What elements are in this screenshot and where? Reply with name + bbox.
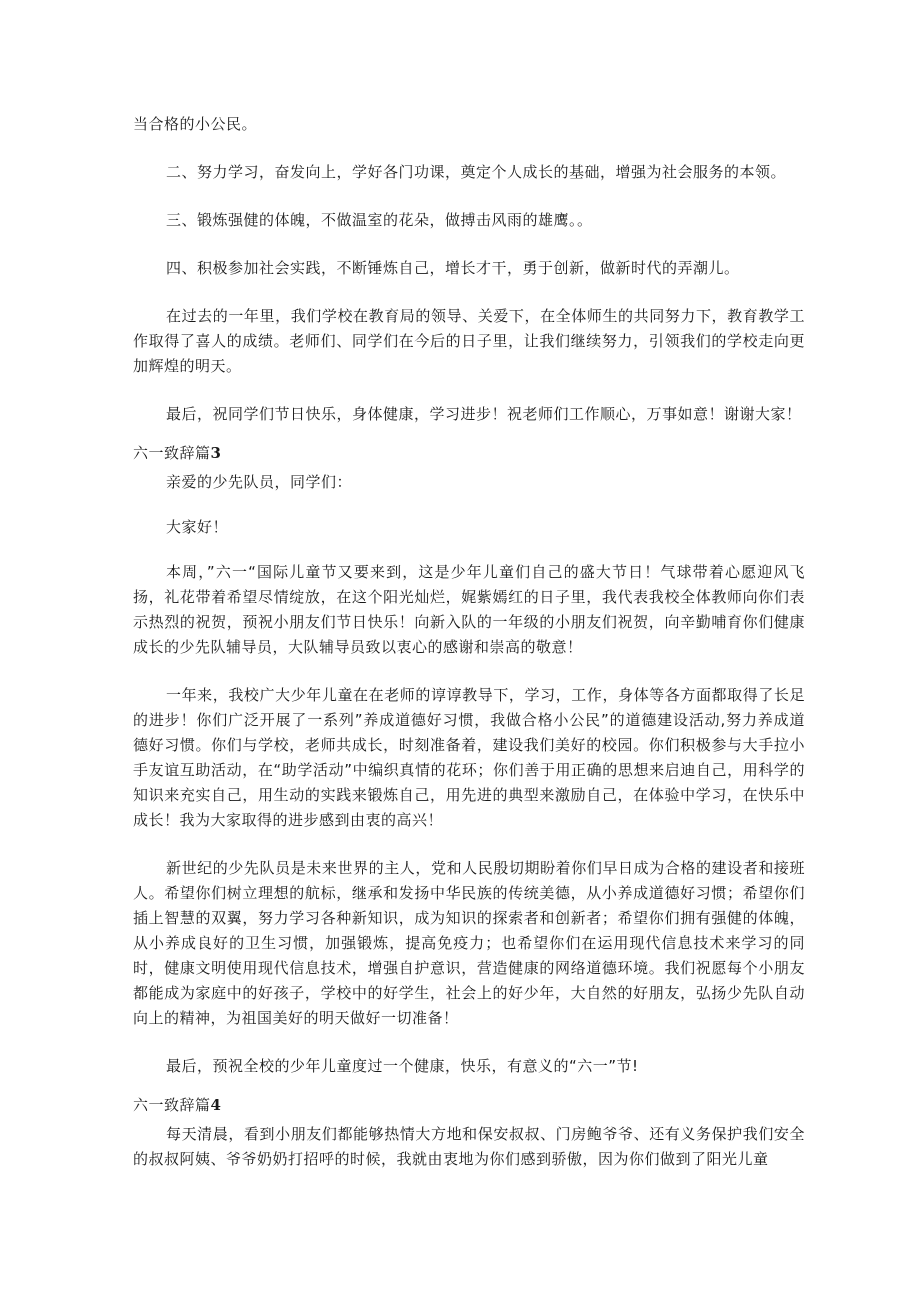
paragraph-closing-wishes: 最后，祝同学们节日快乐，身体健康，学习进步！祝老师们工作顺心，万事如意！谢谢大家！ xyxy=(166,405,802,423)
paragraph-point-four: 四、积极参加社会实践，不断锤炼自己，增长才干，勇于创新，做新时代的弄潮儿。 xyxy=(166,259,740,277)
paragraph-morning-greetings: 每天清晨，看到小朋友们都能够热情大方地和保安叔叔、门房鲍爷爷、还有义务保护我们安全的叔叔阿姨、爷爷奶奶打招呼的时候，我就由衷地为你们感到骄傲，因为你们做到了阳光儿童 xyxy=(133,1125,805,1168)
section-heading-4-text: 六一致辞篇 xyxy=(133,1096,211,1114)
document-body xyxy=(133,112,805,1172)
salutation: 亲爱的少先队员，同学们： xyxy=(166,473,353,491)
paragraph-new-century: 新世纪的少先队员是未来世界的主人，党和人民殷切期盼着你们早日成为合格的建设者和接班人。希望你们树立理想的航标，继承和发扬中华民族的传统美德，从小养成道德好习惯；希望你们插上智慧的双翼，努力学习各种新知识，成为知识的探索者和创新者；希望你们拥有强健的体魄，从小养成良好的卫生习惯，加强锻炼，提高免疫力；也希望你们在运用现代信息技术来学习的同时，健康文明使用现代信息技术，增强自护意识，营造健康的网络道德环境。我们祝愿每个小朋友都能成为家庭中的好孩子，学校中的好学生，社会上的好少年，大自然的好朋友，弘扬少先队自动向上的精神，为祖国美好的明天做好一切准备！ xyxy=(133,859,805,1027)
paragraph-point-two: 二、努力学习，奋发向上，学好各门功课，奠定个人成长的基础，增强为社会服务的本领。 xyxy=(166,163,787,181)
section-heading-3-number: 3 xyxy=(210,444,222,462)
paragraph-year-progress: 一年来，我校广大少年儿童在在老师的谆谆教导下，学习，工作，身体等各方面都取得了长足的进步！你们广泛开展了一系列”养成道德好习惯，我做合格小公民”的道德建设活动,努力养成道德好习惯。你们与学校，老师共成长，时刻准备着，建设我们美好的校园。你们积极参与大手拉小手友谊互助活动，在“助学活动”中编织真情的花环；你们善于用正确的思想来启迪自己，用科学的知识来充实自己，用生动的实践来锻炼自己，用先进的典型来激励自己，在体验中学习，在快乐中成长！我为大家取得的进步感到由衷的高兴！ xyxy=(133,686,805,829)
section-heading-3 xyxy=(133,441,805,466)
paragraph-continuation: 当合格的小公民。 xyxy=(133,115,258,133)
paragraph-final-wishes: 最后，预祝全校的少年儿童度过一个健康，快乐，有意义的“六一”节! xyxy=(166,1057,639,1075)
section-heading-4 xyxy=(133,1093,805,1118)
paragraph-past-year: 在过去的一年里，我们学校在教育局的领导、关爱下，在全体师生的共同努力下，教育教学工作取得了喜人的成绩。老师们、同学们在今后的日子里，让我们继续努力，引领我们的学校走向更加辉煌的明天。 xyxy=(133,307,805,375)
section-heading-3-text: 六一致辞篇 xyxy=(133,444,211,462)
section-heading-4-number: 4 xyxy=(210,1096,222,1114)
paragraph-childrens-day: 本周，”六一“国际儿童节又要来到，这是少年儿童们自己的盛大节日！气球带着心愿迎风飞扬，礼花带着希望尽情绽放，在这个阳光灿烂，娓紫嫣红的日子里，我代表我校全体教师向你们表示热烈的祝贺，预祝小朋友们节日快乐！向新入队的一年级的小朋友们祝贺，向辛勤哺育你们健康成长的少先队辅导员，大队辅导员致以衷心的感谢和崇高的敬意！ xyxy=(133,563,805,656)
greeting: 大家好！ xyxy=(166,518,229,536)
paragraph-point-three: 三、锻炼强健的体魄，不做温室的花朵，做搏击风雨的雄鹰。。 xyxy=(166,211,593,229)
